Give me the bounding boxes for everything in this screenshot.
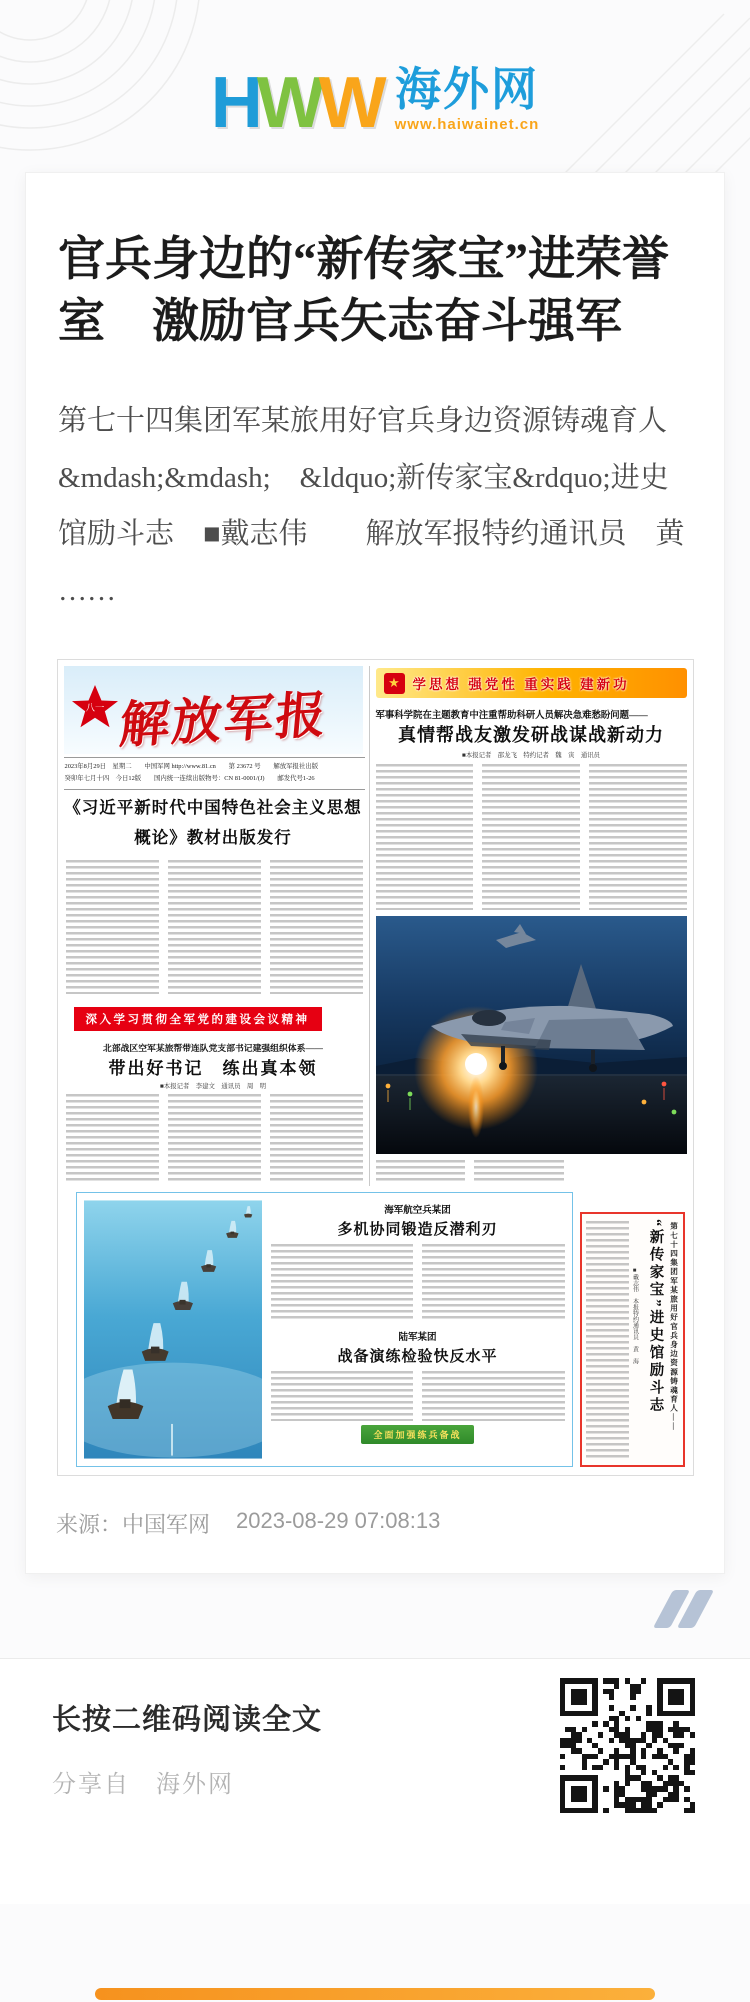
svg-text:八一: 八一: [85, 702, 104, 714]
feature-story-box: [580, 1212, 685, 1467]
article-source: 来源：中国军网: [56, 1512, 211, 1538]
site-name: 海外网: [394, 63, 539, 115]
logo-letter-h: H: [210, 63, 257, 144]
quote-zone: [0, 1574, 750, 1658]
fighter-jet-photo: [376, 916, 687, 1154]
army-body-text-columns: [271, 1371, 565, 1421]
bayi-star-icon: [72, 684, 118, 730]
logo-letter-w2: W: [318, 63, 381, 144]
newspaper-image: [57, 659, 694, 1476]
airforce-kicker: 北部战区空军某旅帮带连队党支部书记建强组织体系——: [103, 1043, 323, 1054]
site-url: www.haiwainet.cn: [394, 116, 540, 133]
jet-photo-caption: [376, 1160, 564, 1182]
logo-letter-w1: W: [256, 63, 319, 144]
navy-body-text-columns: [271, 1244, 565, 1320]
column-divider: [369, 666, 370, 1186]
newspaper-title: 解放军报: [116, 686, 330, 754]
academy-kicker: 军事科学院在主题教育中注重帮助科研人员解决急难愁盼问题——: [375, 711, 648, 722]
qr-cta-text: 长按二维码阅读全文: [52, 1704, 323, 1737]
theme-banner-text: 学思想 强党性 重实践 建新功: [412, 677, 630, 693]
academy-body-text-columns: [376, 764, 687, 910]
navy-unit-label: 海军航空兵某团: [384, 1206, 451, 1217]
navy-headline: 多机协同锻造反潜利刃: [337, 1222, 498, 1239]
sea-boats-photo: [84, 1200, 262, 1459]
academy-byline: ■本报记者 邵龙飞 特约记者 魏 寅 通讯员: [461, 752, 601, 760]
airforce-headline: 带出好书记 练出真本领: [108, 1059, 318, 1079]
party-emblem-icon: ★: [384, 673, 405, 694]
army-headline: 战备演练检验快反水平: [337, 1349, 498, 1366]
lead-body-text-columns: [66, 860, 363, 994]
feature-headline: “新传家宝”进史馆励斗志: [647, 1219, 664, 1415]
feature-byline: ■戴志伟 本报特约通讯员 黄 海: [631, 1268, 638, 1365]
site-logo[interactable]: [0, 63, 750, 144]
feature-kicker: 第七十四集团军某旅用好官兵身边资源铸魂育人——: [669, 1222, 679, 1432]
footer-section: [0, 1658, 750, 1904]
theme-education-banner: [376, 668, 687, 698]
red-slogan-banner: 深入学习贯彻全军党的建设会议精神: [74, 1007, 322, 1031]
newspaper-dateline: [64, 757, 365, 789]
airforce-body-text-columns: [66, 1094, 363, 1184]
article-datetime: 2023-08-29 07:08:13: [236, 1508, 441, 1534]
logo-hww-letters: [210, 63, 381, 144]
article-title: 官兵身边的“新传家宝”进荣誉室 激励官兵矢志奋斗强军: [58, 234, 669, 349]
dateline-row2: 癸卯年七月十四 今日12版 国内统一连续出版物号：CN 81-0001/(J) 邮发代号1-26: [64, 775, 315, 783]
bottom-accent-bar: [95, 1988, 655, 2000]
lead-headline: 《习近平新时代中国特色社会主义思想概论》教材出版发行: [64, 798, 362, 847]
article-excerpt: 第七十四集团军某旅用好官兵身边资源铸魂育人&mdash;&mdash; &ldquo;新传家宝&rdquo;进史馆励斗志 ■戴志伟 解放军报特约通讯员 黄 ……: [58, 405, 685, 607]
article-card: [25, 172, 725, 1574]
academy-headline: 真情帮战友激发研战谋战新动力: [398, 725, 664, 746]
dateline-row1: 2023年8月29日 星期二 中国军网 http://www.81.cn 第 23672 号 解放军报社出版: [64, 763, 319, 771]
feature-body-text: [586, 1221, 629, 1458]
qr-code[interactable]: [555, 1673, 700, 1818]
newspaper-masthead: [64, 666, 363, 754]
army-unit-label: 陆军某团: [398, 1333, 437, 1344]
site-header: [0, 0, 750, 172]
share-from-text: 分享自 海外网: [52, 1771, 234, 1799]
training-banner: 全面加强练兵备战: [361, 1425, 473, 1444]
airforce-byline: ■本报记者 李建文 通讯员 周 明: [159, 1083, 267, 1091]
quote-mark-icon: [663, 1590, 704, 1628]
navy-army-section: [76, 1192, 573, 1467]
